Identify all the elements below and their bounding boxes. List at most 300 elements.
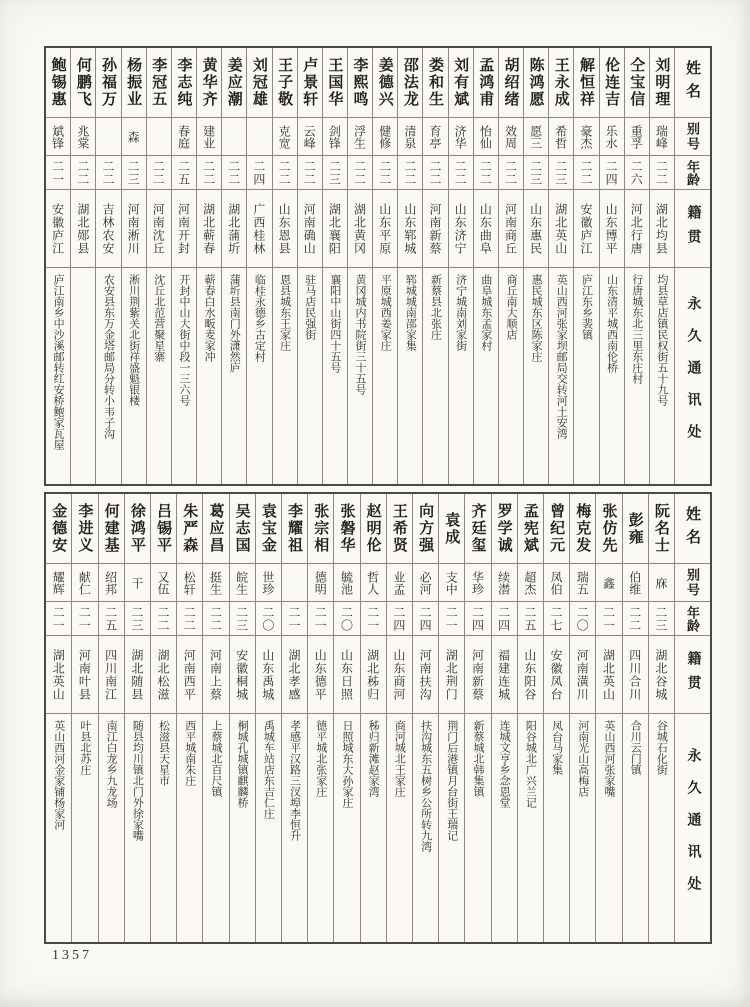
alias-cell [649, 564, 674, 602]
age-cell [122, 156, 146, 190]
age-cell [625, 156, 649, 190]
alias-cell [625, 118, 649, 156]
age-cell [544, 602, 569, 636]
entry-native-place: 河南新蔡 [470, 648, 485, 701]
entry-age: 二四 [604, 159, 619, 186]
header-alias-label: 别号 [685, 567, 700, 598]
roster-entry-column [71, 494, 97, 942]
roster-entry-column [595, 494, 621, 942]
alias-cell [71, 118, 95, 156]
entry-name: 吴志国 [233, 503, 250, 554]
age-cell [308, 602, 333, 636]
age-cell [623, 602, 648, 636]
name-cell [413, 494, 438, 564]
alias-cell [222, 118, 246, 156]
alias-cell [273, 118, 297, 156]
header-name-label: 姓名 [684, 505, 700, 552]
header-address [675, 268, 710, 484]
age-cell [387, 602, 412, 636]
entry-age: 二四 [418, 605, 433, 632]
entry-address: 西平城南朱庄 [183, 720, 196, 786]
native-cell [298, 190, 322, 268]
address-cell [334, 714, 359, 942]
native-cell [348, 190, 372, 268]
alias-cell [247, 118, 271, 156]
address-cell [256, 714, 281, 942]
native-cell [361, 636, 386, 714]
native-cell [72, 636, 97, 714]
entry-age: 二四 [391, 605, 406, 632]
name-cell [398, 48, 422, 118]
alias-cell [387, 564, 412, 602]
roster-entry-column [307, 494, 333, 942]
name-cell [449, 48, 473, 118]
age-cell [323, 156, 347, 190]
native-cell [439, 636, 464, 714]
address-cell [518, 714, 543, 942]
alias-cell [348, 118, 372, 156]
alias-cell [96, 118, 120, 156]
entry-alias: 云峰 [302, 124, 317, 149]
alias-cell [465, 564, 490, 602]
entry-alias: 春庭 [176, 124, 191, 149]
native-cell [177, 636, 202, 714]
roster-entry-column [95, 48, 120, 484]
name-cell [596, 494, 621, 564]
entry-name: 葛应昌 [207, 503, 224, 554]
alias-cell [256, 564, 281, 602]
address-cell [282, 714, 307, 942]
native-cell [46, 190, 70, 268]
entry-name: 黄华齐 [200, 57, 217, 108]
native-cell [334, 636, 359, 714]
entry-alias: 清泉 [402, 124, 417, 149]
entry-native-place: 湖北荆门 [444, 648, 459, 701]
entry-native-place: 湖北英山 [553, 202, 568, 255]
entry-alias: 效周 [503, 124, 518, 149]
native-cell [308, 636, 333, 714]
entry-alias: 浮生 [352, 124, 367, 149]
name-cell [222, 48, 246, 118]
native-cell [172, 190, 196, 268]
roster-entry-column [360, 494, 386, 942]
alias-cell [623, 564, 648, 602]
header-address [675, 714, 710, 942]
entry-age: 二二 [208, 605, 223, 632]
alias-cell [99, 564, 124, 602]
alias-cell [492, 564, 517, 602]
entry-age: 二一 [77, 605, 92, 632]
header-alias-label: 别号 [685, 121, 700, 152]
entry-address: 荆门后港镇月台街王瑞记 [445, 720, 458, 841]
address-cell [298, 268, 322, 484]
native-cell [197, 190, 221, 268]
entry-native-place: 湖北松滋 [156, 648, 171, 701]
entry-age: 二二 [156, 605, 171, 632]
name-cell [122, 48, 146, 118]
entry-age: 二〇 [575, 605, 590, 632]
address-cell [151, 714, 176, 942]
entry-native-place: 山东日照 [339, 648, 354, 701]
roster-entry-column [272, 48, 297, 484]
entry-native-place: 河南确山 [302, 202, 317, 255]
entry-name: 娄和生 [427, 57, 444, 108]
entry-address: 黄冈城内书院街三十五号 [354, 274, 367, 395]
entry-age: 二二 [151, 159, 166, 186]
address-cell [570, 714, 595, 942]
entry-name: 何鹏飞 [74, 57, 91, 108]
entry-address: 新蔡城北韩集镇 [471, 720, 484, 797]
alias-cell [151, 564, 176, 602]
entry-age: 二四 [251, 159, 266, 186]
entry-alias: 怡仙 [478, 124, 493, 149]
native-cell [46, 636, 71, 714]
alias-cell [177, 564, 202, 602]
header-address-label: 永久通讯处 [685, 748, 701, 908]
entry-age: 二二 [478, 159, 493, 186]
entry-alias: 必河 [418, 570, 433, 595]
alias-cell [549, 118, 573, 156]
entry-name: 孟宪斌 [521, 503, 538, 554]
address-cell [499, 268, 523, 484]
roster-entry-column [255, 494, 281, 942]
native-cell [625, 190, 649, 268]
entry-address: 庐江东乡裴镇 [580, 274, 593, 340]
entry-native-place: 山东济宁 [453, 202, 468, 255]
roster-entry-column [297, 48, 322, 484]
alias-cell [298, 118, 322, 156]
age-cell [72, 602, 97, 636]
address-cell [72, 714, 97, 942]
entry-address: 凤台马家集 [550, 720, 563, 775]
entry-native-place: 安徽桐城 [234, 648, 249, 701]
address-cell [172, 268, 196, 484]
entry-native-place: 河北行唐 [629, 202, 644, 255]
entry-native-place: 河南新蔡 [428, 202, 443, 255]
alias-cell [282, 564, 307, 602]
name-cell [282, 494, 307, 564]
entry-name: 李耀祖 [286, 503, 303, 554]
age-cell [596, 602, 621, 636]
entry-address: 曲阜城东孟家村 [479, 274, 492, 351]
entry-age: 二二 [75, 159, 90, 186]
age-cell [474, 156, 498, 190]
native-cell [99, 636, 124, 714]
roster-entry-column [246, 48, 271, 484]
age-cell [282, 602, 307, 636]
entry-name: 阮名士 [652, 503, 669, 554]
native-cell [492, 636, 517, 714]
entry-age: 二二 [578, 159, 593, 186]
native-cell [570, 636, 595, 714]
entry-alias: 瑞峰 [654, 124, 669, 149]
name-cell [574, 48, 598, 118]
header-age [675, 602, 710, 636]
address-cell [596, 714, 621, 942]
native-cell [373, 190, 397, 268]
roster-entry-column [422, 48, 447, 484]
name-cell [72, 494, 97, 564]
entry-alias: 兆棠 [75, 124, 90, 149]
name-cell [518, 494, 543, 564]
entry-address: 临桂永德乡古定村 [253, 274, 266, 362]
page-number: 1357 [52, 948, 92, 963]
entry-native-place: 湖北蒲圻 [226, 202, 241, 255]
age-cell [518, 602, 543, 636]
entry-alias: 绍邦 [103, 570, 118, 595]
alias-cell [125, 564, 150, 602]
entry-name: 刘明理 [653, 57, 670, 108]
entry-native-place: 河南叶县 [77, 648, 92, 701]
entry-age: 二三 [327, 159, 342, 186]
alias-cell [570, 564, 595, 602]
native-cell [282, 636, 307, 714]
address-cell [474, 268, 498, 484]
name-cell [99, 494, 124, 564]
entry-address: 山东清平城西南伦桥 [605, 274, 618, 373]
entry-address: 孝感平汉路三汊埠李恒升 [288, 720, 301, 841]
address-cell [549, 268, 573, 484]
entry-name: 张磐华 [338, 503, 355, 554]
native-cell [544, 636, 569, 714]
native-cell [256, 636, 281, 714]
name-cell [524, 48, 548, 118]
entry-name: 王子敬 [276, 57, 293, 108]
entry-age: 二四 [470, 605, 485, 632]
roster-entry-column [70, 48, 95, 484]
alias-cell [449, 118, 473, 156]
alias-cell [323, 118, 347, 156]
header-age-label: 年龄 [685, 159, 700, 186]
entry-age: 二一 [601, 605, 616, 632]
name-cell [387, 494, 412, 564]
roster-entry-column [98, 494, 124, 942]
entry-alias: 希哲 [553, 124, 568, 149]
entry-native-place: 安徽凤台 [549, 648, 564, 701]
age-cell [147, 156, 171, 190]
age-cell [203, 602, 228, 636]
address-cell [492, 714, 517, 942]
roster-entry-column [121, 48, 146, 484]
entry-name: 吕锡平 [155, 503, 172, 554]
entry-name: 徐鸿平 [128, 503, 145, 554]
header-name [675, 494, 710, 564]
age-cell [298, 156, 322, 190]
native-cell [151, 636, 176, 714]
alias-cell [172, 118, 196, 156]
address-cell [650, 268, 674, 484]
entry-age: 二二 [428, 159, 443, 186]
age-cell [151, 602, 176, 636]
entry-address: 新蔡县北张庄 [429, 274, 442, 340]
entry-alias: 瑞五 [575, 570, 590, 595]
name-cell [256, 494, 281, 564]
entry-alias: 森 [126, 130, 141, 143]
age-cell [71, 156, 95, 190]
entry-alias: 续潜 [496, 570, 511, 595]
roster-entry-column [221, 48, 246, 484]
entry-alias: 剑锋 [327, 124, 342, 149]
entry-native-place: 湖北英山 [601, 648, 616, 701]
roster-entry-column [599, 48, 624, 484]
age-cell [46, 602, 71, 636]
entry-age: 二一 [444, 605, 459, 632]
roster-entry-column [649, 48, 674, 484]
age-cell [574, 156, 598, 190]
entry-name: 卢景轩 [301, 57, 318, 108]
alias-cell [423, 118, 447, 156]
entry-name: 曾纪元 [548, 503, 565, 554]
entry-name: 王国华 [326, 57, 343, 108]
age-cell [125, 602, 150, 636]
native-cell [600, 190, 624, 268]
entry-name: 李进义 [76, 503, 93, 554]
entry-alias: 华珍 [470, 570, 485, 595]
address-cell [96, 268, 120, 484]
entry-name: 姜应潮 [225, 57, 242, 108]
entry-name: 孟鸿甫 [477, 57, 494, 108]
entry-age: 二二 [277, 159, 292, 186]
entry-native-place: 山东商河 [391, 648, 406, 701]
entry-address: 农安县东万金塔邮局分转小韦子沟 [102, 274, 115, 439]
name-cell [499, 48, 523, 118]
alias-cell [46, 118, 70, 156]
roster-entry-column [464, 494, 490, 942]
entry-native-place: 四川合川 [627, 648, 642, 701]
name-cell [71, 48, 95, 118]
entry-age: 二二 [182, 605, 197, 632]
entry-name: 袁宝金 [259, 503, 276, 554]
age-cell [423, 156, 447, 190]
age-cell [492, 602, 517, 636]
entry-name: 陈鸿愿 [527, 57, 544, 108]
entry-age: 二二 [226, 159, 241, 186]
entry-alias: 建业 [201, 124, 216, 149]
entry-alias: 育亭 [428, 124, 443, 149]
alias-cell [474, 118, 498, 156]
name-cell [172, 48, 196, 118]
entry-name: 梅克发 [574, 503, 591, 554]
entry-native-place: 湖北谷城 [653, 648, 668, 701]
entry-age: 二二 [201, 159, 216, 186]
name-cell [623, 494, 648, 564]
name-cell [549, 48, 573, 118]
entry-address: 济宁城南刘家街 [454, 274, 467, 351]
address-cell [449, 268, 473, 484]
entry-address: 恩县城东王家庄 [278, 274, 291, 351]
age-cell [222, 156, 246, 190]
entry-native-place: 湖北襄阳 [327, 202, 342, 255]
entry-address: 日照城东大孙家庄 [340, 720, 353, 808]
name-cell [600, 48, 624, 118]
entry-age: 二三 [528, 159, 543, 186]
native-cell [387, 636, 412, 714]
address-cell [574, 268, 598, 484]
entry-address: 均县草店镇民权街五十九号 [655, 274, 668, 406]
entry-address: 蕲春白水畈麦家冲 [203, 274, 216, 362]
entry-native-place: 湖北郧县 [75, 202, 90, 255]
entry-native-place: 河南西平 [182, 648, 197, 701]
age-cell [172, 156, 196, 190]
entry-age: 二二 [352, 159, 367, 186]
native-cell [203, 636, 228, 714]
entry-native-place: 湖北英山 [51, 648, 66, 701]
header-address-label: 永久通讯处 [685, 296, 701, 456]
address-cell [387, 714, 412, 942]
address-cell [273, 268, 297, 484]
address-cell [46, 714, 71, 942]
roster-entry-column [438, 494, 464, 942]
entry-address: 桐城孔城镇麒麟桥 [236, 720, 249, 808]
entry-address: 秭归新滩赵家湾 [367, 720, 380, 797]
entry-address: 商河城北王家庄 [393, 720, 406, 797]
header-age [675, 156, 710, 190]
entry-name: 张宗相 [312, 503, 329, 554]
age-cell [449, 156, 473, 190]
native-cell [449, 190, 473, 268]
entry-age: 二五 [176, 159, 191, 186]
alias-cell [373, 118, 397, 156]
native-cell [96, 190, 120, 268]
age-cell [465, 602, 490, 636]
name-cell [348, 48, 372, 118]
entry-alias: 挺生 [208, 570, 223, 595]
entry-name: 仝宝信 [628, 57, 645, 108]
entry-age: 二一 [50, 159, 65, 186]
entry-name: 何建基 [102, 503, 119, 554]
entry-native-place: 山东德平 [313, 648, 328, 701]
address-cell [230, 714, 255, 942]
age-cell [96, 156, 120, 190]
entry-name: 刘有斌 [452, 57, 469, 108]
entry-alias: 斌锋 [50, 124, 65, 149]
native-cell [499, 190, 523, 268]
entry-age: 二六 [629, 159, 644, 186]
entry-address: 南江白龙乡九龙场 [105, 720, 118, 808]
roster-entry-column [386, 494, 412, 942]
entry-name: 杨振业 [125, 57, 142, 108]
entry-native-place: 河南沈丘 [151, 202, 166, 255]
entry-alias: 超杰 [522, 570, 537, 595]
name-cell [151, 494, 176, 564]
entry-native-place: 河南扶沟 [418, 648, 433, 701]
entry-address: 禹城车站店东吉仁庄 [262, 720, 275, 819]
address-cell [413, 714, 438, 942]
roster-entry-column [517, 494, 543, 942]
roster-entry-column [176, 494, 202, 942]
native-cell [413, 636, 438, 714]
native-cell [125, 636, 150, 714]
entry-native-place: 湖北蕲春 [201, 202, 216, 255]
entry-native-place: 山东曲阜 [478, 202, 493, 255]
table-header-column [674, 48, 710, 484]
entry-name: 伦连吉 [603, 57, 620, 108]
alias-cell [334, 564, 359, 602]
alias-cell [147, 118, 171, 156]
name-cell [298, 48, 322, 118]
entry-address: 淅川荆紫关北街祥盛魁银楼 [127, 274, 140, 406]
roster-entry-column [196, 48, 221, 484]
age-cell [524, 156, 548, 190]
header-alias [675, 118, 710, 156]
entry-age: 二二 [402, 159, 417, 186]
entry-address: 松滋县天星市 [157, 720, 170, 786]
name-cell [474, 48, 498, 118]
entry-native-place: 河南上蔡 [208, 648, 223, 701]
entry-alias: 健修 [377, 124, 392, 149]
address-cell [99, 714, 124, 942]
roster-entry-column [573, 48, 598, 484]
